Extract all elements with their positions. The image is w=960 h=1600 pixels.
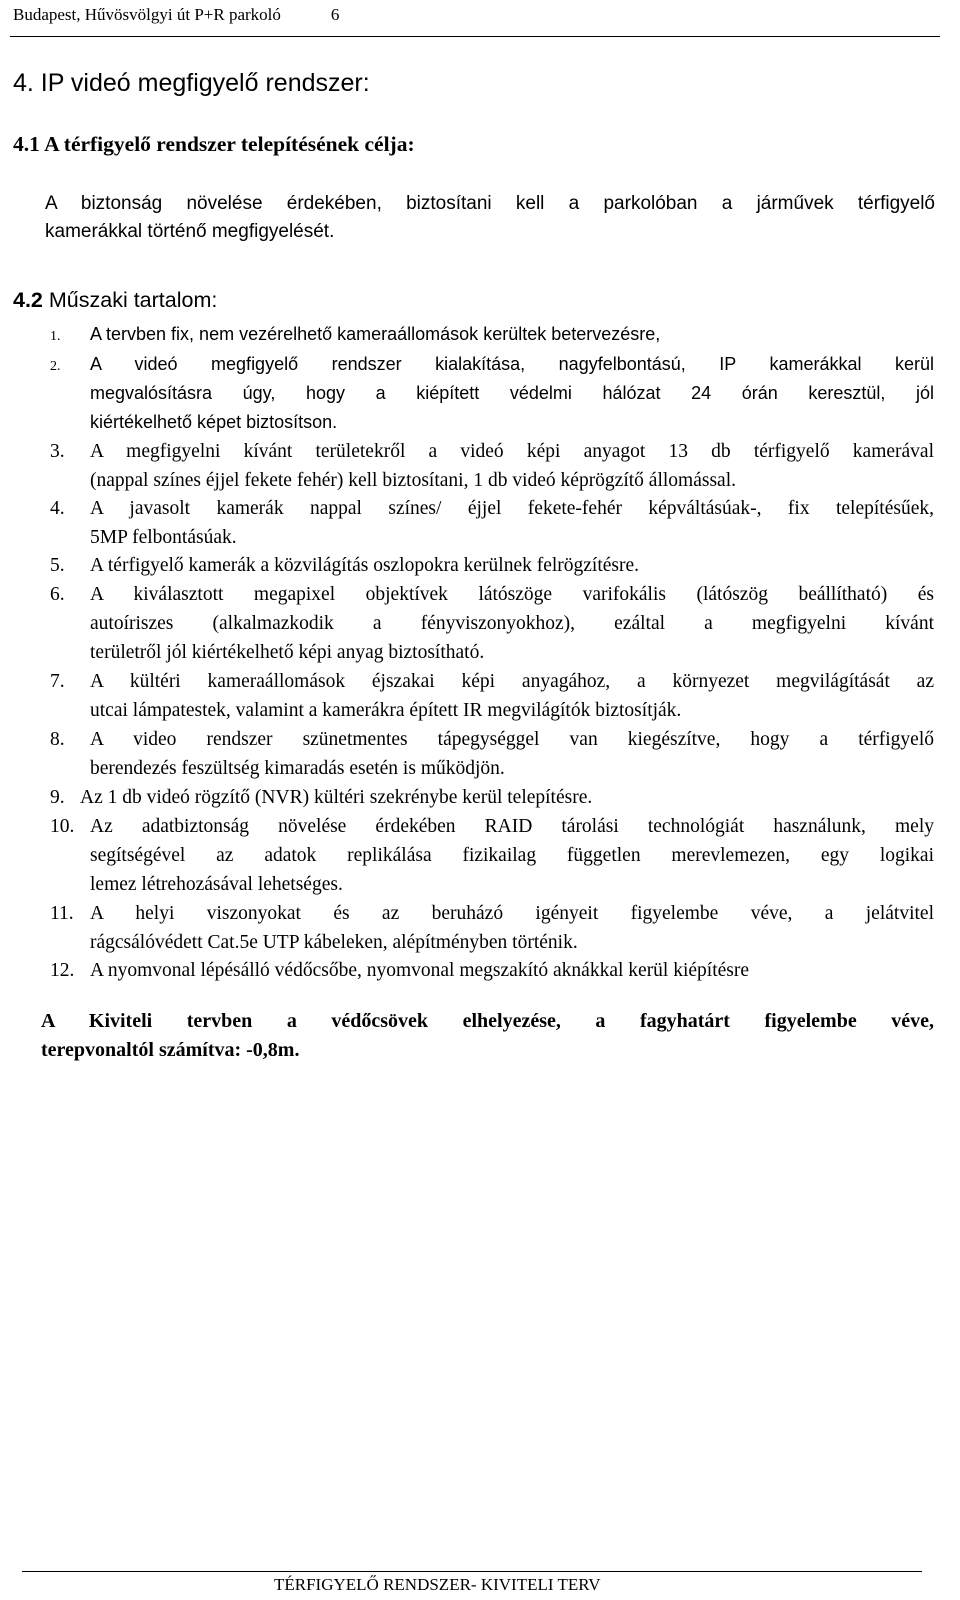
list-item-text	[90, 667, 934, 725]
list-item-line: autoíriszes (alkalmazkodik a fényviszonyokhoz), ezáltal a megfigyelni kívánt	[90, 613, 934, 634]
list-item	[50, 899, 934, 957]
list-item-text	[90, 494, 934, 552]
list-item	[50, 783, 934, 812]
list-item-number: 4.	[50, 498, 65, 519]
technical-heading	[13, 287, 217, 313]
list-item-line: berendezés feszültség kimaradás esetén is működjön.	[90, 758, 505, 779]
list-item-line: A videó megfigyelő rendszer kialakítása, nagyfelbontású, IP kamerákkal kerül	[90, 354, 934, 374]
list-item-line: kiértékelhető képet biztosítson.	[90, 412, 338, 432]
list-item-number: 5.	[50, 555, 65, 576]
list-item-line: A megfigyelni kívánt területekről a videó képi anyagot 13 db térfigyelő kamerával	[90, 441, 934, 462]
list-item-line: rágcsálóvédett Cat.5e UTP kábeleken, alépítményben történik.	[90, 932, 578, 953]
list-item-line: Az 1 db videó rögzítő (NVR) kültéri szekrénybe kerül telepítésre.	[80, 787, 593, 808]
list-item-text	[90, 350, 934, 437]
list-item-line: lemez létrehozásával lehetséges.	[90, 874, 343, 895]
list-item-line: A kültéri kameraállomások éjszakai képi anyagához, a környezet megvilágítását az	[90, 671, 934, 692]
list-item-text	[90, 812, 934, 899]
list-item-number: 11.	[50, 903, 74, 924]
list-item-number: 12.	[50, 960, 75, 981]
list-item-line: (nappal színes éjjel fekete fehér) kell biztosítani, 1 db videó képrögzítő állomással.	[90, 470, 736, 491]
technical-heading-text: Műszaki tartalom:	[48, 288, 218, 312]
purpose-line: kamerákkal történő megfigyelését.	[45, 221, 335, 242]
list-item-text	[90, 956, 934, 985]
list-item-line: utcai lámpatestek, valamint a kamerákra épített IR megvilágítók biztosítják.	[90, 700, 682, 721]
page-number: 6	[330, 5, 340, 24]
purpose-line: A biztonság növelése érdekében, biztosítani kell a parkolóban a járművek térfigyelő	[45, 193, 935, 214]
list-item-text	[90, 725, 934, 783]
list-item-line: 5MP felbontásúak.	[90, 527, 237, 548]
header-rule	[10, 36, 940, 37]
closing-note	[41, 1007, 934, 1065]
list-item-number: 10.	[50, 816, 75, 837]
list-item-line: A video rendszer szünetmentes tápegységgel van kiegészítve, hogy a térfigyelő	[90, 729, 934, 750]
list-item-number: 1.	[50, 329, 61, 344]
list-item	[50, 494, 934, 552]
footer-rule	[22, 1571, 922, 1572]
running-header	[13, 4, 339, 26]
list-item-line: A helyi viszonyokat és az beruházó igényeit figyelembe véve, a jelátvitel	[90, 903, 934, 924]
list-item-text	[90, 899, 934, 957]
list-item-text	[80, 783, 934, 812]
list-item	[50, 812, 934, 899]
list-item-text	[90, 580, 934, 667]
list-item-line: A térfigyelő kamerák a közvilágítás oszlopokra kerülnek felrögzítésre.	[90, 555, 640, 576]
list-item-line: A kiválasztott megapixel objektívek látószöge varifokális (látószög beállítható) és	[90, 584, 934, 605]
list-item-number: 6.	[50, 584, 65, 605]
list-item-line: A javasolt kamerák nappal színes/ éjjel fekete-fehér képváltásúak-, fix telepítésűek,	[90, 498, 934, 519]
list-item-line: Az adatbiztonság növelése érdekében RAID tárolási technológiát használunk, mely	[90, 816, 934, 837]
list-item-text	[90, 551, 934, 580]
list-item-line: területről jól kiértékelhető képi anyag biztosítható.	[90, 642, 485, 663]
list-item	[50, 725, 934, 783]
list-item-number: 8.	[50, 729, 65, 750]
purpose-paragraph	[41, 190, 935, 246]
list-item-number: 7.	[50, 671, 65, 692]
list-item-line: megvalósításra úgy, hogy a kiépített védelmi hálózat 24 órán keresztül, jól	[90, 383, 934, 403]
list-item	[50, 437, 934, 495]
closing-note-line: A Kiviteli tervben a védőcsövek elhelyezése, a fagyhatárt figyelembe véve,	[41, 1010, 934, 1032]
list-item	[50, 350, 934, 437]
purpose-heading: 4.1 A térfigyelő rendszer telepítésének célja:	[13, 132, 415, 156]
list-item-text	[90, 437, 934, 495]
list-item	[50, 580, 934, 667]
list-item	[50, 956, 934, 985]
list-item-text	[90, 320, 934, 349]
list-item-line: A tervben fix, nem vezérelhető kameraállomások kerültek betervezésre,	[90, 324, 661, 344]
list-item-number: 9.	[50, 787, 65, 808]
running-footer: TÉRFIGYELŐ RENDSZER- KIVITELI TERV	[274, 1575, 601, 1594]
technical-heading-number: 4.2	[13, 288, 43, 312]
list-item-number: 3.	[50, 441, 65, 462]
header-title: Budapest, Hűvösvölgyi út P+R parkoló	[13, 5, 281, 24]
closing-note-line: terepvonaltól számítva: -0,8m.	[41, 1039, 300, 1061]
list-item-number: 2.	[50, 359, 61, 374]
list-item	[50, 320, 934, 349]
list-item-line: A nyomvonal lépésálló védőcsőbe, nyomvonal megszakító aknákkal kerül kiépítésre	[90, 960, 750, 981]
section-title: 4. IP videó megfigyelő rendszer:	[13, 69, 370, 97]
list-item	[50, 551, 934, 580]
list-item	[50, 667, 934, 725]
list-item-line: segítségével az adatok replikálása fizikailag független merevlemezen, egy logikai	[90, 845, 934, 866]
